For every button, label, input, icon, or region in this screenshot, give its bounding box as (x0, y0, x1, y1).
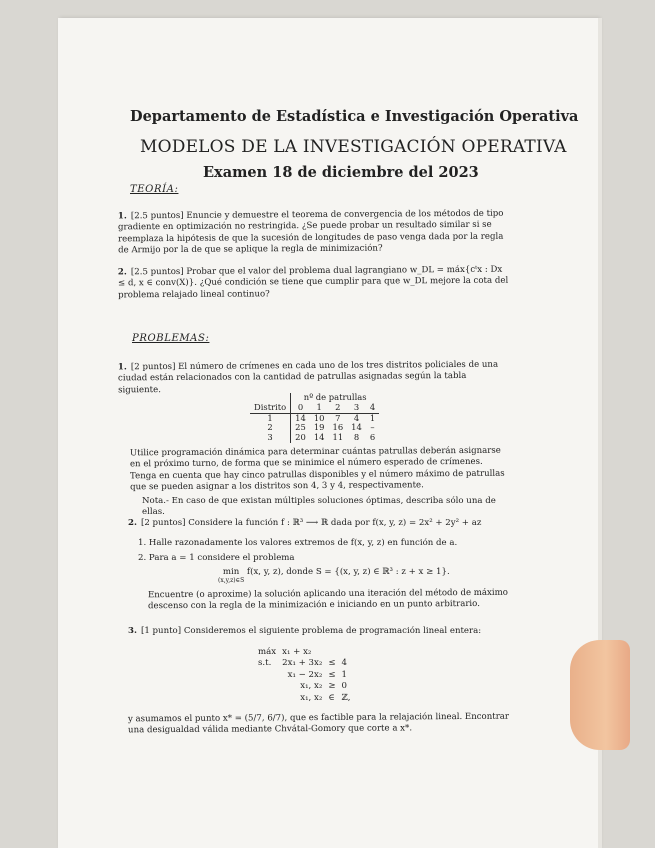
table-cell: – (370, 422, 375, 433)
lp-row (255, 647, 354, 658)
lp-rhs: 0 (341, 681, 347, 692)
problem-2-instructions: Encuentre (o aproxime) la solución aplicando una iteración del método de máximo descenso con la regla de la minimización e iniciando en un punto arbitrario. (147, 587, 508, 612)
lp-label (255, 670, 279, 681)
table-cell: 1 (369, 412, 376, 423)
question-text: [2.5 puntos] Enuncie y demuestre el teorema de convergencia de los métodos de tipo gradiente en optimización no restringida. ¿Se puede probar un resultado similar si se reemplaza la hipótesis de que la sucesión de longitudes de paso venga dada por la regla de Armijo por la de que se aplique la regla de minimización? (117, 208, 504, 256)
table-col-header: 4 (366, 403, 379, 413)
problem-2-formula (218, 567, 450, 584)
crime-table (250, 393, 379, 443)
department-heading: Departamento de Estadística e Investigación Operativa (130, 108, 579, 125)
problem-text: [1 punto] Consideremos el siguiente problema de programación lineal entera: (140, 626, 482, 636)
table-cell: 16 (332, 422, 344, 433)
lp-lhs: x₁, x₂ (300, 681, 323, 692)
lp-rhs: 1 (341, 669, 347, 680)
question-text: [2.5 puntos] Probar que el valor del problema dual lagrangiano w_DL = máx{cᵗx : Dx ≤ d, x ∈ conv(X)}. ¿Qué condición se tiene que cumplir para que w_DL mejore la cota del problema relajado lineal continuo? (117, 264, 509, 301)
lp-op: ≤ (328, 658, 336, 669)
lp-op: ∈ (328, 692, 335, 703)
question-number: 2. (117, 267, 127, 278)
lp-rhs: ℤ, (341, 692, 351, 703)
table-cell: 3 (267, 432, 273, 443)
problem-text: [2 puntos] Considere la función f : ℝ³ ⟶ ℝ dada por f(x, y, z) = 2x² + 2y² + az (140, 518, 482, 528)
table-col-header: 3 (347, 403, 366, 413)
lp-lhs: x₁ + x₂ (282, 647, 312, 657)
problem-3 (128, 626, 520, 637)
problem-2-part-2: 2. Para a = 1 considere el problema (138, 553, 295, 563)
lp-op: ≥ (328, 681, 336, 692)
lp-op (325, 647, 338, 658)
lp-row (255, 693, 354, 704)
table-col-header: 2 (329, 403, 348, 413)
table-row (250, 433, 379, 443)
problem-2 (128, 518, 520, 529)
theory-heading: TEORÍA: (130, 184, 179, 195)
lp-lhs: 2x₁ + 3x₂ (282, 658, 323, 669)
table-col-header: 1 (310, 403, 329, 413)
table-cell: 11 (332, 432, 344, 443)
course-title: MODELOS DE LA INVESTIGACIÓN OPERATIVA (140, 137, 567, 157)
lp-row (255, 658, 354, 669)
formula-subscript: (x,y,z)∈S (218, 577, 245, 584)
formula-body: f(x, y, z), donde S = {(x, y, z) ∈ ℝ³ : z + x ≥ 1}. (246, 567, 450, 577)
table-cell: 8 (353, 432, 360, 443)
table-cell: 14 (351, 422, 362, 433)
table-group-header: nº de patrullas (291, 393, 380, 403)
table-cell: 4 (353, 412, 360, 423)
table-cell: 10 (313, 412, 325, 423)
problem-1-note: Nota.- En caso de que existan múltiples soluciones óptimas, describa sólo una de ellas. (142, 496, 496, 518)
problem-number: 3. (128, 626, 137, 636)
table-row-header: Distrito (250, 403, 291, 413)
thumb-holding-paper (570, 640, 630, 750)
lp-label (255, 681, 279, 692)
lp-lhs: x₁, x₂ (300, 692, 323, 703)
problem-text: [2 puntos] El número de crímenes en cada uno de los tres distritos policiales de una ciudad están relacionados con la cantidad de patrullas asignadas según la tabla siguiente. (117, 359, 499, 396)
formula-min: min (222, 567, 240, 577)
table-cell: 14 (313, 432, 325, 443)
lp-lhs: x₁ − 2x₂ (287, 669, 323, 680)
problem-number: 1. (117, 362, 127, 373)
question-number: 1. (117, 211, 127, 222)
problem-2-part-1: 1. Halle razonadamente los valores extremos de f(x, y, z) en función de a. (138, 538, 458, 548)
lp-row (255, 681, 354, 692)
table-cell: 1 (267, 412, 273, 423)
lp-formulation (255, 647, 354, 704)
problem-3-instructions: y asumamos el punto x* = (5/7, 6/7), que es factible para la relajación lineal. Encontrar una desigualdad válida mediante Chvátal-Gomory que corte a x*. (127, 711, 510, 736)
problems-heading: PROBLEMAS: (132, 333, 210, 344)
table-cell: 25 (291, 423, 310, 433)
lp-label: máx (258, 647, 277, 657)
theory-question-2 (118, 265, 510, 302)
table-cell: 6 (369, 432, 376, 443)
problem-number: 2. (128, 518, 137, 528)
table-cell: 14 (291, 413, 310, 423)
problem-1-instructions: Utilice programación dinámica para determinar cuántas patrullas deberán asignarse en el próximo turno, de forma que se minimice el número esperado de crímenes. Tenga en cuenta que hay cinco patrullas disponibles y el número máximo de patrullas que se pueden asignar a los distritos son 4, 3 y 4, respectivamente. (129, 445, 505, 493)
table-cell: 19 (313, 422, 325, 433)
table-cell: 20 (291, 433, 310, 443)
exam-title: Examen 18 de diciembre del 2023 (203, 164, 479, 181)
lp-rhs (339, 647, 354, 658)
lp-row (255, 670, 354, 681)
lp-rhs: 4 (341, 658, 347, 669)
table-col-header: 0 (291, 403, 310, 413)
lp-label (255, 693, 279, 704)
table-cell: 2 (267, 422, 273, 433)
lp-op: ≤ (328, 669, 336, 680)
theory-question-1 (118, 209, 510, 257)
lp-label: s.t. (258, 658, 272, 669)
table-cell: 7 (335, 412, 341, 423)
